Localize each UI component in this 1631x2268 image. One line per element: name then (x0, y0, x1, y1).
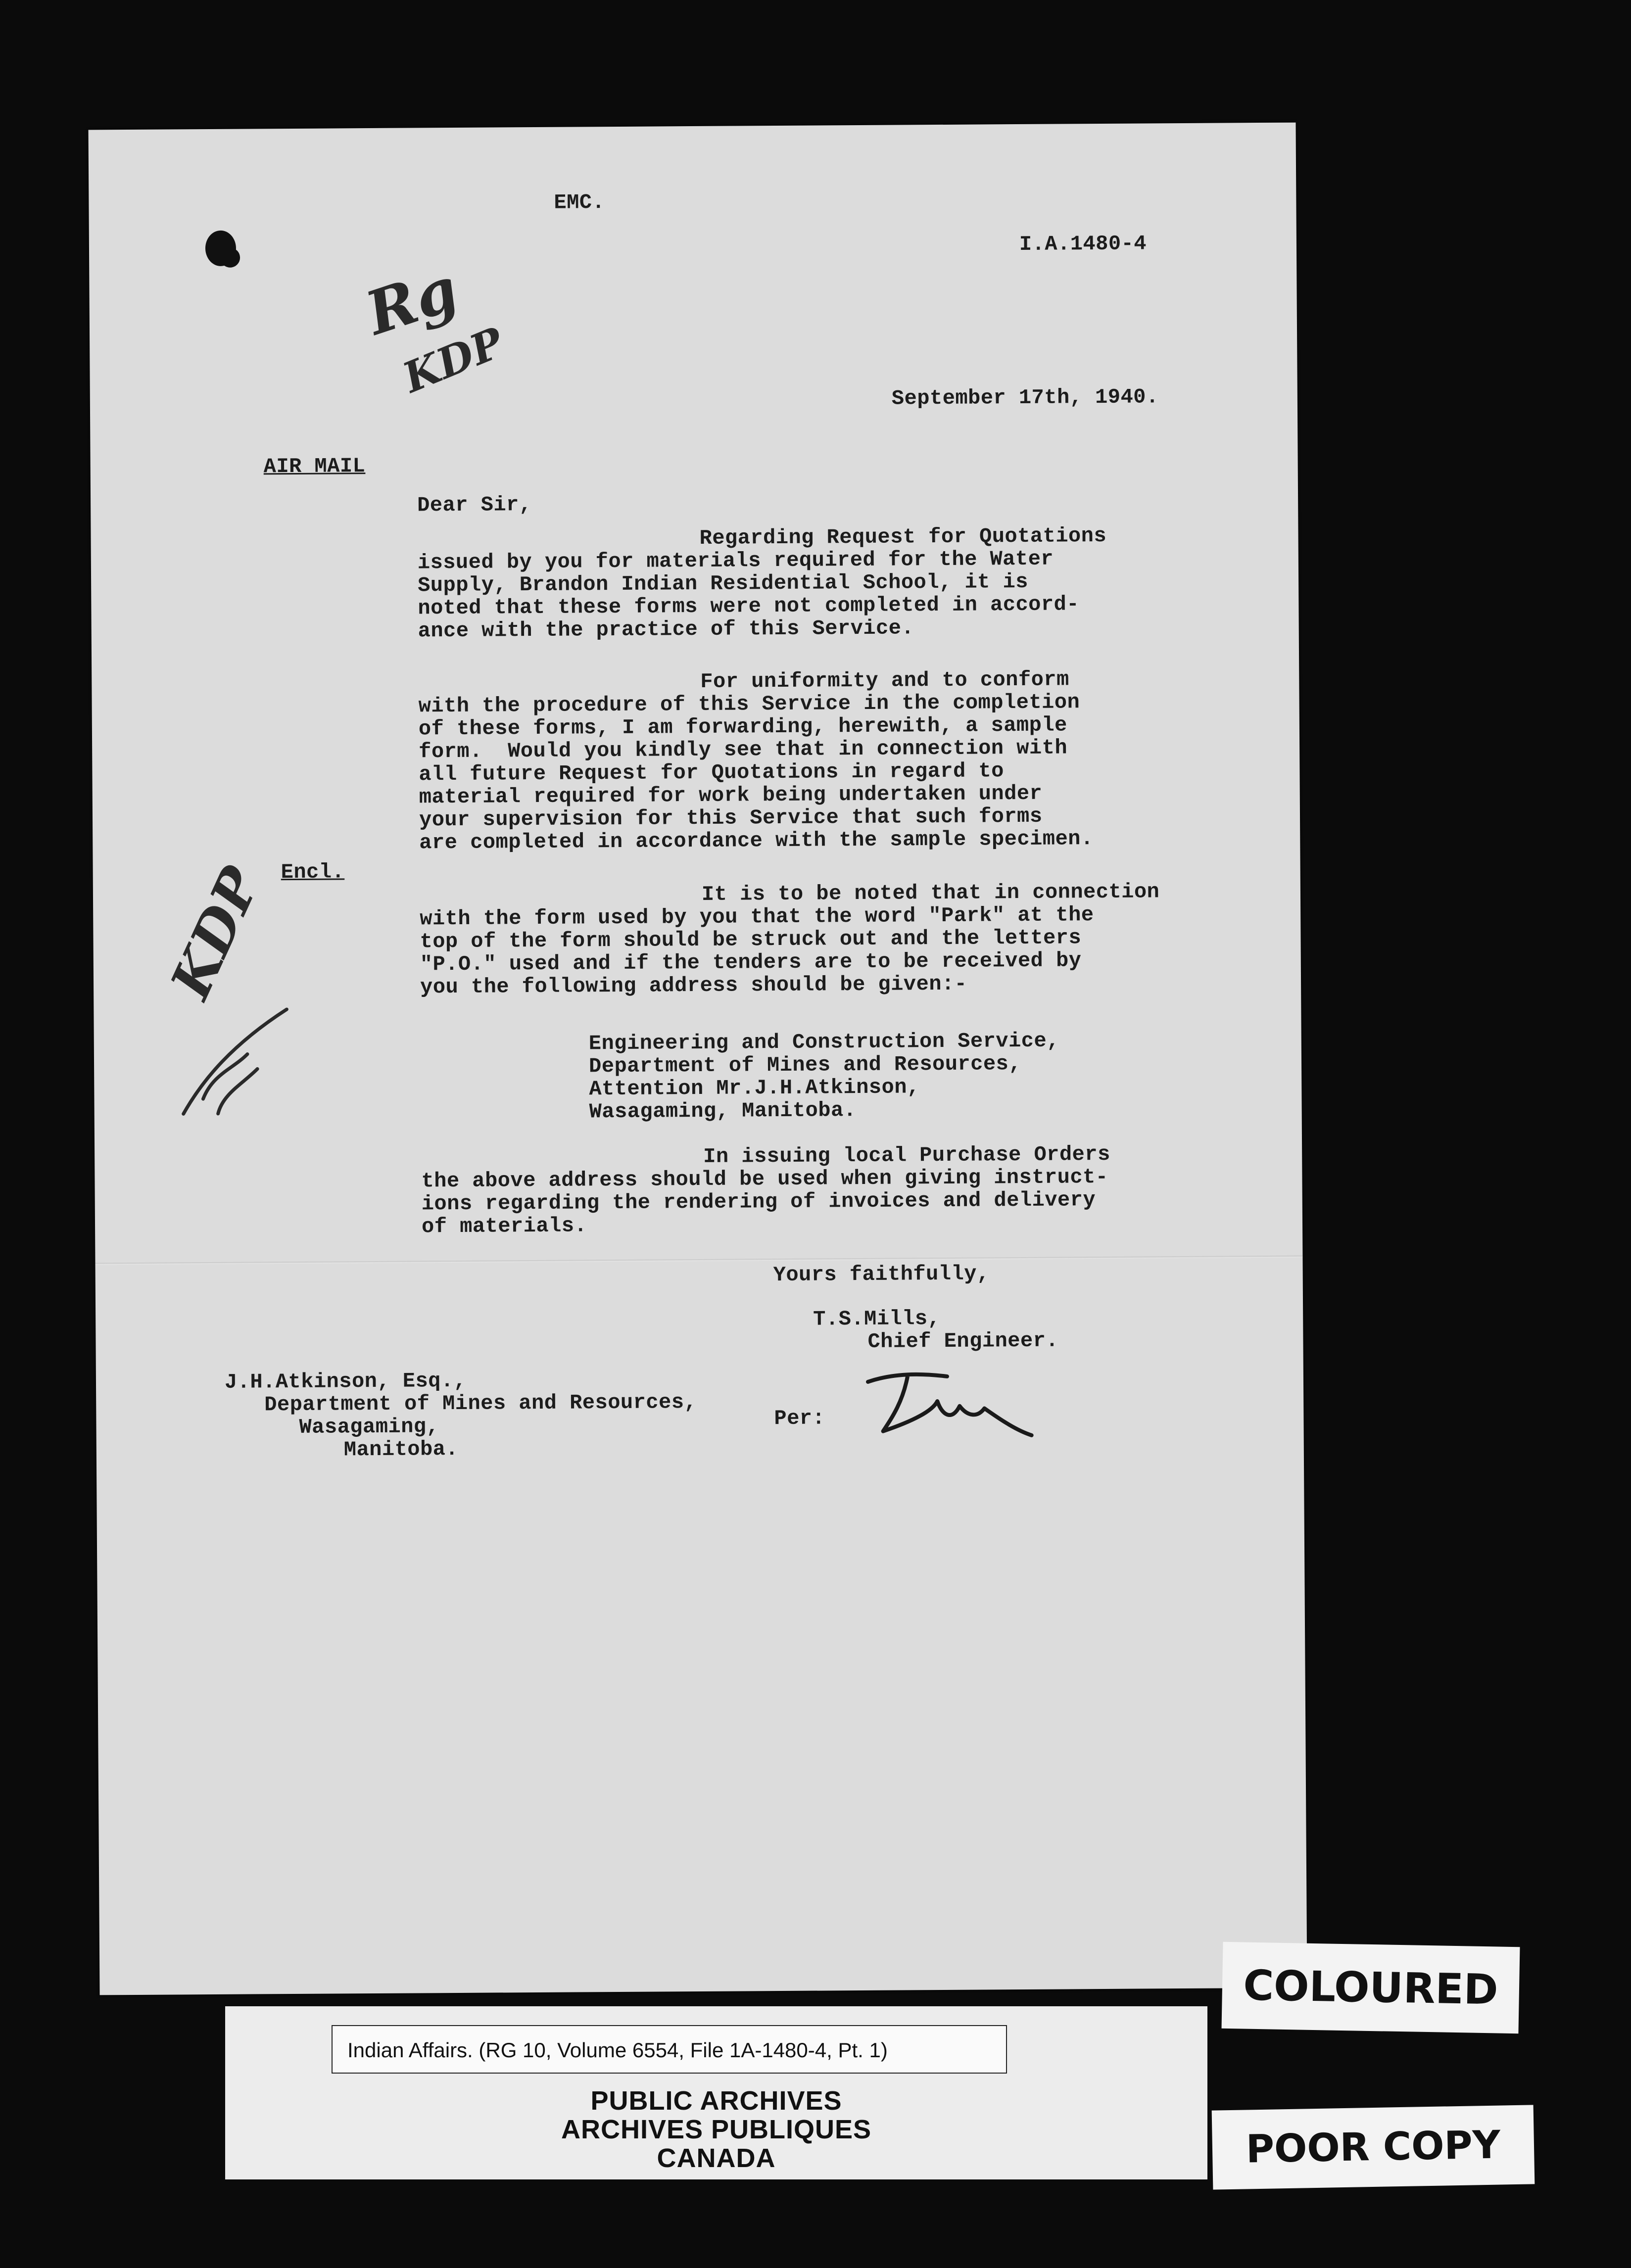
file-reference: I.A.1480-4 (1019, 232, 1147, 256)
archive-reference: Indian Affairs. (RG 10, Volume 6554, File 1A-1480-4, Pt. 1) (332, 2025, 1007, 2074)
address-line: Attention Mr.J.H.Atkinson, (589, 1075, 920, 1101)
para1-line: noted that these forms were not completed in accord- (418, 592, 1080, 620)
para2-line: your supervision for this Service that such forms (419, 804, 1043, 832)
poor-copy-stamp: POOR COPY (1212, 2105, 1535, 2189)
letter-page (89, 123, 1307, 1995)
per-label: Per: (774, 1406, 825, 1431)
para1-line: ance with the practice of this Service. (418, 616, 914, 643)
initials: EMC. (554, 190, 605, 215)
closing: Yours faithfully, (773, 1262, 990, 1287)
handwritten-note: Rg (358, 254, 466, 349)
signature (853, 1361, 1042, 1446)
para3-line: top of the form should be struck out and the letters (420, 926, 1082, 954)
air-mail-label: AIR MAIL (263, 454, 366, 479)
para2-line: all future Request for Quotations in regard to (419, 759, 1004, 787)
para2-line: with the procedure of this Service in the completion (418, 690, 1080, 718)
coloured-stamp: COLOURED (1222, 1942, 1520, 2033)
para4-line: In issuing local Purchase Orders (703, 1142, 1110, 1169)
handwritten-initials: KDP (396, 317, 511, 403)
para2-line: form. Would you kindly see that in connection with (419, 736, 1068, 764)
para3-line: "P.O." used and if the tenders are to be received by (420, 948, 1082, 977)
archive-country: CANADA (657, 2143, 776, 2173)
para2-line: material required for work being undertaken under (419, 781, 1043, 809)
archive-name-fr: ARCHIVES PUBLIQUES (561, 2115, 872, 2144)
recipient-line: Wasagaming, (299, 1415, 439, 1439)
para3-line: you the following address should be given:- (420, 972, 967, 999)
punch-hole (220, 248, 240, 268)
salutation: Dear Sir, (417, 493, 532, 518)
para1-line: Regarding Request for Quotations (699, 523, 1107, 550)
handwritten-margin-mark (173, 999, 302, 1129)
enclosure-label: Encl. (281, 860, 345, 885)
para1-line: issued by you for materials required for the Water (417, 547, 1054, 575)
para1-line: Supply, Brandon Indian Residential School, it is (417, 569, 1029, 598)
para3-line: It is to be noted that in connection (701, 880, 1160, 906)
address-line: Engineering and Construction Service, (588, 1029, 1059, 1056)
handwritten-margin-initials: KDP (158, 858, 273, 1008)
archive-label (225, 2006, 1207, 2179)
archive-name-en: PUBLIC ARCHIVES (590, 2086, 842, 2116)
recipient-line: J.H.Atkinson, Esq., (224, 1369, 467, 1394)
signatory-name: T.S.Mills, (813, 1307, 941, 1331)
para2-line: are completed in accordance with the sample specimen. (419, 827, 1094, 855)
letter-date: September 17th, 1940. (891, 385, 1159, 411)
para3-line: with the form used by you that the word "Park" at the (420, 903, 1094, 931)
para4-line: the above address should be used when giving instruct- (421, 1165, 1108, 1193)
para4-line: ions regarding the rendering of invoices and delivery (421, 1188, 1096, 1216)
recipient-line: Manitoba. (343, 1437, 459, 1462)
page-fold (95, 1256, 1302, 1265)
para2-line: of these forms, I am forwarding, herewith, a sample (418, 713, 1067, 741)
signatory-title: Chief Engineer. (867, 1328, 1059, 1354)
para2-line: For uniformity and to conform (700, 667, 1069, 694)
address-line: Department of Mines and Resources, (588, 1052, 1022, 1079)
recipient-line: Department of Mines and Resources, (264, 1390, 697, 1417)
para4-line: of materials. (421, 1214, 587, 1239)
address-line: Wasagaming, Manitoba. (589, 1098, 857, 1124)
